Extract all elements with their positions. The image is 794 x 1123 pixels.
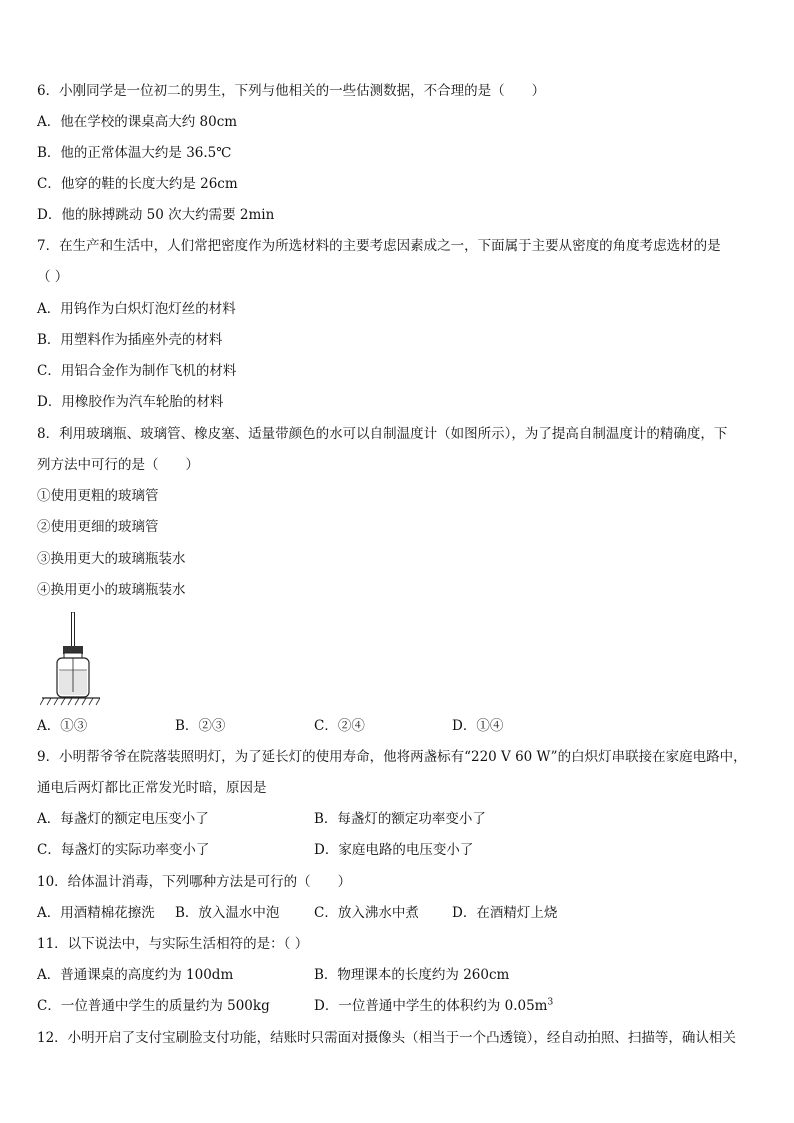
- q11-option-c: C．一位普通中学生的质量约为 500kg: [37, 998, 270, 1014]
- q8-option-b: B．②③: [175, 718, 226, 734]
- q8-option-c: C．②④: [314, 718, 365, 734]
- q9-stem-line2: 通电后两灯都比正常发光时暗，原因是: [37, 780, 267, 796]
- q10-option-a: A．用酒精棉花擦洗: [37, 905, 155, 921]
- q8-item-1: ①使用更粗的玻璃管: [37, 488, 159, 504]
- q7-option-a: A．用钨作为白炽灯泡灯丝的材料: [37, 301, 236, 317]
- q8-option-d: D．①④: [452, 718, 504, 734]
- thermometer-illustration: [40, 612, 100, 707]
- q7-stem-line2: （ ）: [37, 269, 69, 285]
- q8-item-2: ②使用更细的玻璃管: [37, 519, 159, 535]
- q9-option-a: A．每盏灯的额定电压变小了: [37, 811, 209, 827]
- q11-stem: 11．以下说法中，与实际生活相符的是：（ ）: [37, 936, 309, 952]
- homemade-thermometer-figure: [40, 612, 100, 707]
- q9-option-b: B．每盏灯的额定功率变小了: [314, 811, 486, 827]
- q9-stem-line1: 9．小明帮爷爷在院落装照明灯，为了延长灯的使用寿命，他将两盏标有“220 V 60 W”的白炽灯串联接在家庭电路中，: [37, 749, 747, 765]
- q6-option-b: B．他的正常体温大约是 36.5℃: [37, 145, 232, 161]
- q10-stem: 10．给体温计消毒，下列哪种方法是可行的（ ）: [37, 874, 352, 890]
- q8-item-3: ③换用更大的玻璃瓶装水: [37, 551, 186, 567]
- q8-stem-line1: 8．利用玻璃瓶、玻璃管、橡皮塞、适量带颜色的水可以自制温度计（如图所示），为了提高自制温度计的精确度，下: [37, 426, 728, 442]
- q9-option-d: D．家庭电路的电压变小了: [314, 842, 474, 858]
- q11-option-d-text: D．一位普通中学生的体积约为 0.05m: [314, 998, 548, 1014]
- q10-option-b: B．放入温水中泡: [175, 905, 280, 921]
- q6-option-d: D．他的脉搏跳动 50 次大约需要 2min: [37, 207, 275, 223]
- q11-option-b: B．物理课本的长度约为 260cm: [314, 967, 510, 983]
- q12-stem-line1: 12．小明开启了支付宝刷脸支付功能，结账时只需面对摄像头（相当于一个凸透镜），经自动拍照、扫描等，确认相关: [37, 1030, 736, 1046]
- q8-item-4: ④换用更小的玻璃瓶装水: [37, 582, 186, 598]
- q10-option-d: D．在酒精灯上烧: [452, 905, 558, 921]
- q7-option-b: B．用塑料作为插座外壳的材料: [37, 332, 223, 348]
- q7-option-c: C．用铝合金作为制作飞机的材料: [37, 363, 237, 379]
- q8-stem-line2: 列方法中可行的是（ ）: [37, 457, 199, 473]
- q7-stem-line1: 7．在生产和生活中，人们常把密度作为所选材料的主要考虑因素成之一，下面属于主要从密度的角度考虑选材的是: [37, 238, 721, 254]
- q9-option-c: C．每盏灯的实际功率变小了: [37, 842, 210, 858]
- q8-option-a: A．①③: [37, 718, 88, 734]
- q11-option-a: A．普通课桌的高度约为 100dm: [37, 967, 234, 983]
- q10-option-c: C．放入沸水中煮: [314, 905, 419, 921]
- q11-option-d: [314, 997, 553, 1015]
- q6-option-a: A．他在学校的课桌高大约 80cm: [37, 114, 238, 130]
- q7-option-d: D．用橡胶作为汽车轮胎的材料: [37, 394, 224, 410]
- q6-option-c: C．他穿的鞋的长度大约是 26cm: [37, 176, 238, 192]
- q11-option-d-superscript: 3: [547, 997, 554, 1008]
- q6-stem: 6．小刚同学是一位初二的男生，下列与他相关的一些估测数据，不合理的是（ ）: [37, 83, 546, 99]
